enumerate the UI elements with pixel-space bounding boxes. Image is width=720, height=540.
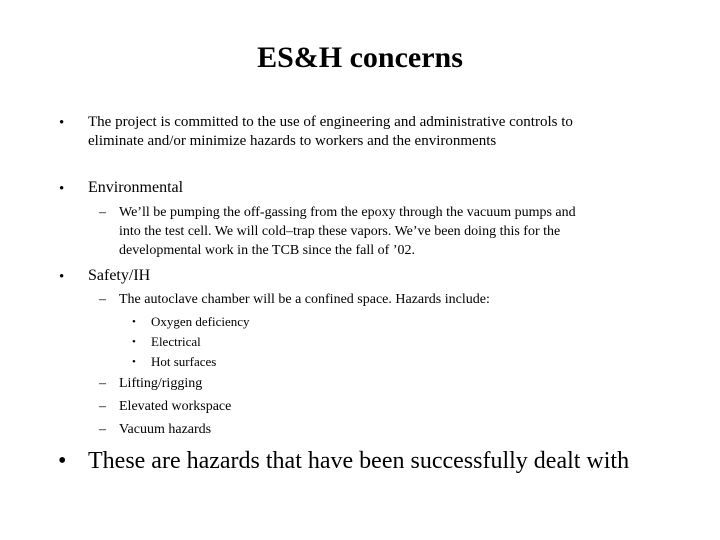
commitment-text-line2: eliminate and/or minimize hazards to workers and the environments (88, 133, 497, 149)
commitment-text-line1: The project is committed to the use of engineering and administrative controls to (88, 114, 573, 130)
hazard-item: Electrical (151, 334, 201, 349)
environmental-heading: Environmental (88, 179, 184, 196)
hazard-item: Hot surfaces (151, 354, 217, 369)
dash-safety-item: – (99, 399, 106, 414)
confined-space-text: The autoclave chamber will be a confined space. Hazards include: (119, 292, 490, 307)
dash-confined-space: – (99, 292, 106, 307)
slide-title: ES&H concerns (257, 41, 463, 74)
dash-environmental-detail: – (99, 205, 106, 220)
safety-heading: Safety/IH (88, 267, 151, 284)
environmental-detail-line1: We’ll be pumping the off-gassing from the epoxy through the vacuum pumps and (119, 205, 576, 220)
dash-safety-item: – (99, 422, 106, 437)
bullet-hazard: • (132, 336, 136, 348)
conclusion-text: These are hazards that have been successfully dealt with (88, 448, 630, 474)
safety-item: Vacuum hazards (119, 422, 212, 437)
bullet-conclusion: • (58, 448, 67, 474)
bullet-hazard: • (132, 356, 136, 368)
safety-item: Lifting/rigging (119, 376, 203, 391)
hazard-item: Oxygen deficiency (151, 314, 250, 329)
environmental-detail-line2: into the test cell. We will cold–trap these vapors. We’ve been doing this for the (119, 224, 561, 239)
environmental-detail-line3: developmental work in the TCB since the fall of ’02. (119, 243, 416, 258)
safety-item: Elevated workspace (119, 399, 232, 414)
bullet-safety: • (59, 269, 65, 285)
dash-safety-item: – (99, 376, 106, 391)
bullet-hazard: • (132, 316, 136, 328)
bullet-environmental: • (59, 181, 65, 197)
bullet-commitment: • (59, 115, 65, 131)
